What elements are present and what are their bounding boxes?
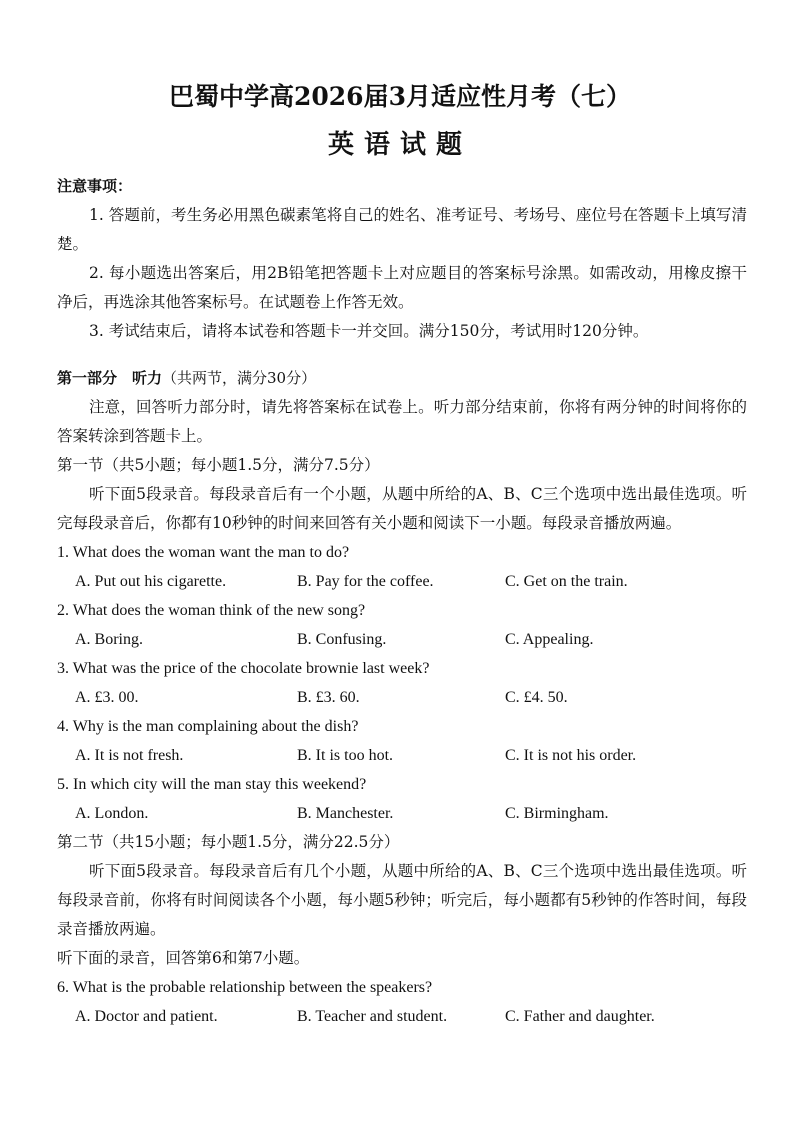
section1-heading: 第一节（共5小题；每小题1.5分，满分7.5分）: [57, 456, 380, 474]
question-text: 2. What does the woman think of the new song?: [57, 602, 366, 619]
option-a: A. £3. 00.: [75, 689, 139, 706]
option-c: C. It is not his order.: [505, 747, 637, 764]
question-1: [57, 538, 747, 596]
part1-heading: [57, 364, 747, 393]
question-text: 6. What is the probable relationship between the speakers?: [57, 979, 433, 996]
question-3: [57, 654, 747, 712]
option-b: B. It is too hot.: [297, 747, 394, 764]
question-text: 4. Why is the man complaining about the dish?: [57, 718, 359, 735]
option-c: C. £4. 50.: [505, 689, 568, 706]
option-b: B. Teacher and student.: [297, 1008, 448, 1025]
notice-heading: 注意事项：: [57, 177, 133, 195]
section2-heading: 第二节（共15小题；每小题1.5分，满分22.5分）: [57, 833, 400, 851]
section2-instructions: 听下面5段录音。每段录音后有几个小题，从题中所给的A、B、C三个选项中选出最佳选项。听每段录音前，你将有时间阅读各个小题，每小题5秒钟；听完后，每小题都有5秒钟的作答时间，每段录音播放两遍。: [57, 862, 747, 938]
exam-body: [57, 172, 747, 1031]
notice-item-1: 1. 答题前，考生务必用黑色碳素笔将自己的姓名、准考证号、考场号、座位号在答题卡上填写清楚。: [57, 206, 747, 253]
option-b: B. Manchester.: [297, 805, 394, 822]
option-b: B. £3. 60.: [297, 689, 360, 706]
notice-item-2: 2. 每小题选出答案后，用2B铅笔把答题卡上对应题目的答案标号涂黑。如需改动，用橡皮擦干净后，再选涂其他答案标号。在试题卷上作答无效。: [57, 264, 747, 311]
option-b: B. Confusing.: [297, 631, 387, 648]
question-options: [57, 625, 747, 654]
question-options: [57, 799, 747, 828]
exam-title: 巴蜀中学高2026届3月适应性月考（七）: [169, 82, 631, 111]
part1-title: 第一部分 听力: [57, 369, 163, 387]
option-a: A. London.: [75, 805, 149, 822]
option-c: C. Appealing.: [505, 631, 594, 648]
question-text: 3. What was the price of the chocolate brownie last week?: [57, 660, 430, 677]
notice-item-3: 3. 考试结束后，请将本试卷和答题卡一并交回。满分150分，考试用时120分钟。: [89, 322, 649, 340]
question-4: [57, 712, 747, 770]
question-5: [57, 770, 747, 828]
question-options: [57, 683, 747, 712]
question-options: [57, 1002, 747, 1031]
option-c: C. Birmingham.: [505, 805, 609, 822]
option-a: A. It is not fresh.: [75, 747, 184, 764]
option-c: C. Father and daughter.: [505, 1008, 655, 1025]
exam-subtitle: 英语试题: [327, 130, 472, 160]
option-a: A. Boring.: [75, 631, 143, 648]
section1-instructions: 听下面5段录音。每段录音后有一个小题，从题中所给的A、B、C三个选项中选出最佳选项。听完每段录音后，你都有10秒钟的时间来回答有关小题和阅读下一小题。每段录音播放两遍。: [57, 485, 747, 532]
question-text: 1. What does the woman want the man to do?: [57, 544, 350, 561]
question-6: [57, 973, 747, 1031]
option-b: B. Pay for the coffee.: [297, 573, 434, 590]
part1-meta: （共两节，满分30分）: [162, 369, 317, 387]
question-options: [57, 741, 747, 770]
section2-prompt: 听下面的录音，回答第6和第7小题。: [57, 949, 310, 967]
option-a: A. Doctor and patient.: [75, 1008, 218, 1025]
option-c: C. Get on the train.: [505, 573, 628, 590]
option-a: A. Put out his cigarette.: [75, 573, 227, 590]
question-2: [57, 596, 747, 654]
question-text: 5. In which city will the man stay this weekend?: [57, 776, 367, 793]
part1-note: 注意，回答听力部分时，请先将答案标在试卷上。听力部分结束前，你将有两分钟的时间将你的答案转涂到答题卡上。: [57, 398, 747, 445]
question-options: [57, 567, 747, 596]
